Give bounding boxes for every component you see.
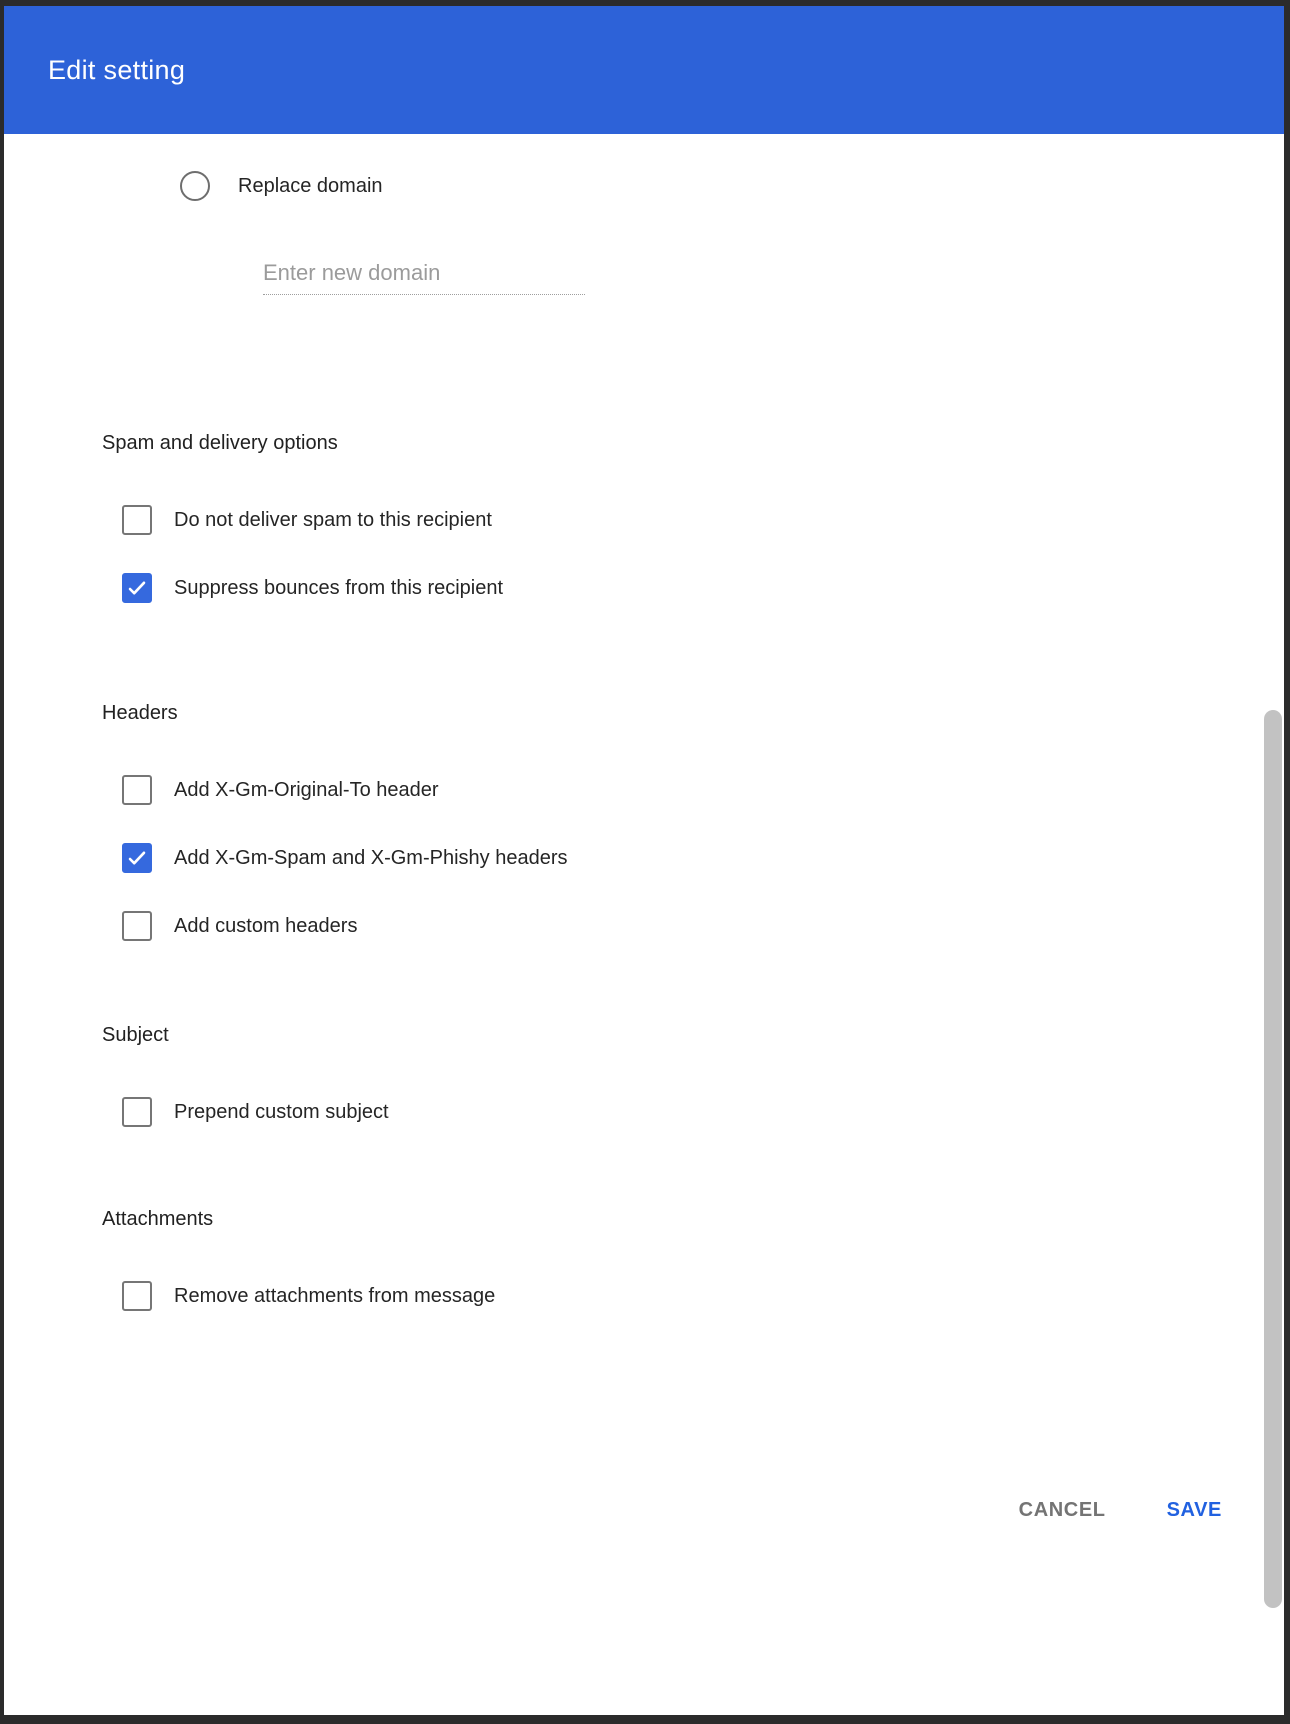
checkbox-option[interactable] <box>122 774 1284 806</box>
section-title: Subject <box>102 1024 169 1046</box>
edit-setting-dialog <box>4 6 1284 1715</box>
scrollbar-thumb[interactable] <box>1264 710 1282 1608</box>
checkmark-icon <box>125 576 149 600</box>
checkbox-option[interactable] <box>122 504 1284 536</box>
new-domain-field-wrap <box>263 240 585 295</box>
settings-section <box>4 1021 1284 1128</box>
dialog-body <box>4 168 1284 1530</box>
section-title: Attachments <box>102 1208 214 1230</box>
checkbox-checked-icon[interactable] <box>122 573 152 603</box>
settings-section <box>4 429 1284 604</box>
option-label: Add X-Gm-Spam and X-Gm-Phishy headers <box>174 846 568 869</box>
section-title: Headers <box>102 702 178 724</box>
replace-domain-option[interactable] <box>180 168 1284 204</box>
save-button[interactable]: SAVE <box>1166 1498 1222 1521</box>
checkbox-option[interactable] <box>122 1280 1284 1312</box>
option-label: Remove attachments from message <box>174 1284 496 1307</box>
checkbox-unchecked-icon[interactable] <box>122 911 152 941</box>
checkbox-unchecked-icon[interactable] <box>122 775 152 805</box>
dialog-header <box>4 6 1284 134</box>
checkbox-checked-icon[interactable] <box>122 843 152 873</box>
replace-domain-label: Replace domain <box>238 174 383 197</box>
settings-sections <box>4 429 1284 1312</box>
checkbox-unchecked-icon[interactable] <box>122 1097 152 1127</box>
option-label: Add custom headers <box>174 914 358 937</box>
checkbox-option[interactable] <box>122 1096 1284 1128</box>
dialog-title: Edit setting <box>48 54 186 85</box>
cancel-button[interactable]: CANCEL <box>1018 1498 1106 1521</box>
checkbox-unchecked-icon[interactable] <box>122 1281 152 1311</box>
checkbox-option[interactable] <box>122 910 1284 942</box>
option-label: Add X-Gm-Original-To header <box>174 778 439 801</box>
new-domain-input[interactable] <box>263 240 585 295</box>
checkbox-unchecked-icon[interactable] <box>122 505 152 535</box>
checkmark-icon <box>125 846 149 870</box>
settings-section <box>4 1205 1284 1312</box>
option-label: Prepend custom subject <box>174 1100 389 1123</box>
option-label: Suppress bounces from this recipient <box>174 576 504 599</box>
option-label: Do not deliver spam to this recipient <box>174 508 492 531</box>
section-title: Spam and delivery options <box>102 432 338 454</box>
checkbox-option[interactable] <box>122 572 1284 604</box>
radio-unselected-icon[interactable] <box>180 171 210 201</box>
dialog-actions <box>4 1490 1284 1530</box>
settings-section <box>4 699 1284 942</box>
checkbox-option[interactable] <box>122 842 1284 874</box>
